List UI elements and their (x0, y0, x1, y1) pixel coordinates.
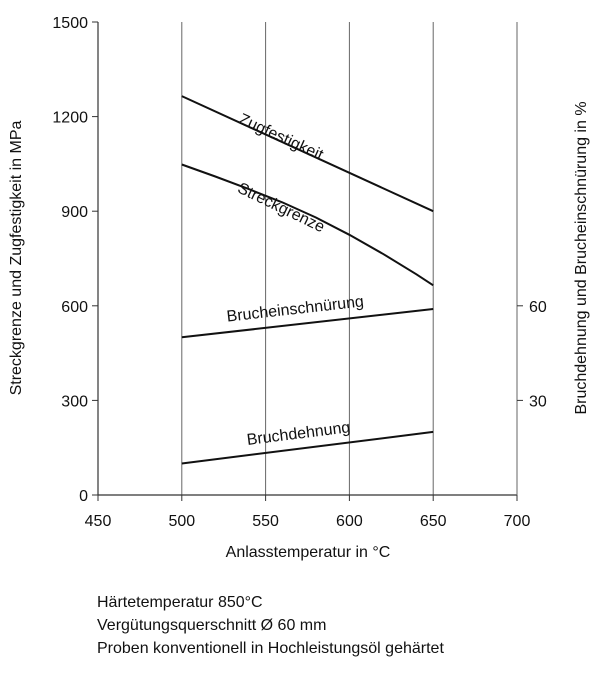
y-tick-label-left: 900 (61, 204, 88, 222)
x-tick-label: 450 (84, 513, 112, 530)
y-tick-label-right: 30 (529, 393, 547, 411)
tick-labels (52, 15, 546, 530)
x-tick-label: 500 (168, 513, 196, 530)
series-label-streckgrenze: Streckgrenze (234, 179, 328, 237)
series-label-bruchdehnung: Bruchdehnung (245, 419, 352, 449)
notes-block (97, 591, 444, 660)
note-haertetemperatur: Härtetemperatur 850°C (97, 594, 263, 611)
x-axis-label: Anlasstemperatur in °C (225, 544, 391, 561)
x-tick-label: 600 (336, 513, 363, 530)
x-tick-label: 650 (419, 513, 447, 530)
y-tick-label-left: 1500 (52, 15, 88, 32)
y-tick-label-left: 600 (61, 298, 88, 316)
note-querschnitt: Vergütungsquerschnitt Ø 60 mm (97, 617, 327, 634)
series-labels (226, 111, 365, 449)
y-tick-label-left: 0 (79, 488, 88, 505)
y-axis-right-label: Bruchdehnung und Brucheinschnürung in % (573, 101, 590, 415)
series-label-zugfestigkeit: Zugfestigkeit (236, 110, 326, 165)
x-tick-label: 700 (503, 513, 531, 530)
series-label-brucheinschn-rung: Brucheinschnürung (225, 293, 365, 326)
y-axis-left-label: Streckgrenze und Zugfestigkeit in MPa (8, 120, 25, 396)
y-tick-label-left: 300 (61, 393, 88, 411)
y-tick-label-right: 60 (529, 298, 547, 316)
note-proben: Proben konventionell in Hochleistungsöl gehärtet (97, 640, 444, 657)
y-tick-label-left: 1200 (52, 109, 88, 127)
x-tick-label: 550 (252, 513, 279, 530)
